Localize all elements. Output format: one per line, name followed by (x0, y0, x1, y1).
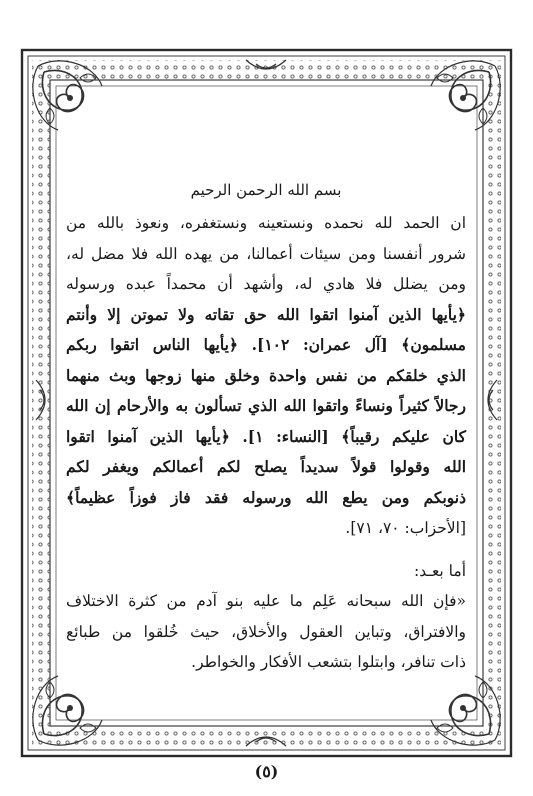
text-line: ومن يضلل فلا هادي له، وأشهد أن محمداً عبده ورسوله (66, 275, 466, 293)
quran-verse-line: مسلمون﴾ [آل عمران: ١٠٢]. ﴿يأيها الناس اتقوا ربكم (66, 335, 466, 354)
text-line: ان الحمد لله نحمده ونستعينه ونستغفره، ونعوذ بالله من (66, 214, 466, 232)
verse-reference: [الأحزاب: ٧٠، ٧١]. (345, 519, 466, 537)
quran-verse-line: الله وقولوا قولاً سديداً يصلح لكم أعمالكم ويغفر لكم (66, 457, 466, 476)
quran-verse-line: الذي خلقكم من نفس واحدة وخلق منها زوجها وبث منهما (66, 365, 466, 385)
text-line: ذات تنافر، وابتلوا بتشعب الأفكار والخواطر. (191, 653, 466, 671)
page-body (66, 178, 466, 678)
quran-verse-line: ﴿يأيها الذين آمنوا اتقوا الله حق تقاته ولا تموتن إلا وأنتم (66, 304, 466, 324)
text-line: «فإن الله سبحانه عَلِم ما عليه بنو آدم من كثرة الاختلاف (66, 592, 466, 610)
basmala: بسم الله الرحمن الرحيم (190, 181, 342, 199)
quran-verse-line: رجالاً كثيراً ونساءً واتقوا الله الذي تسألون به والأرحام إن الله (66, 396, 466, 415)
text-line: شرور أنفسنا ومن سيئات أعمالنا، من يهده الله فلا مضل له، (66, 244, 466, 263)
section-heading: أما بعـد: (414, 561, 466, 580)
text-line: والافتراق، وتباين العقول والأخلاق، حيث خُلقوا من طبائع (66, 622, 466, 641)
quran-verse-line: ذنوبكم ومن يطع الله ورسوله فقد فاز فوزاً عظيماً﴾ (66, 487, 466, 507)
quran-verse-line: كان عليكم رقيباً﴾ [النساء: ١]. ﴿يأيها الذين آمنوا اتقوا (66, 426, 466, 446)
page-number: (٥) (254, 762, 279, 781)
